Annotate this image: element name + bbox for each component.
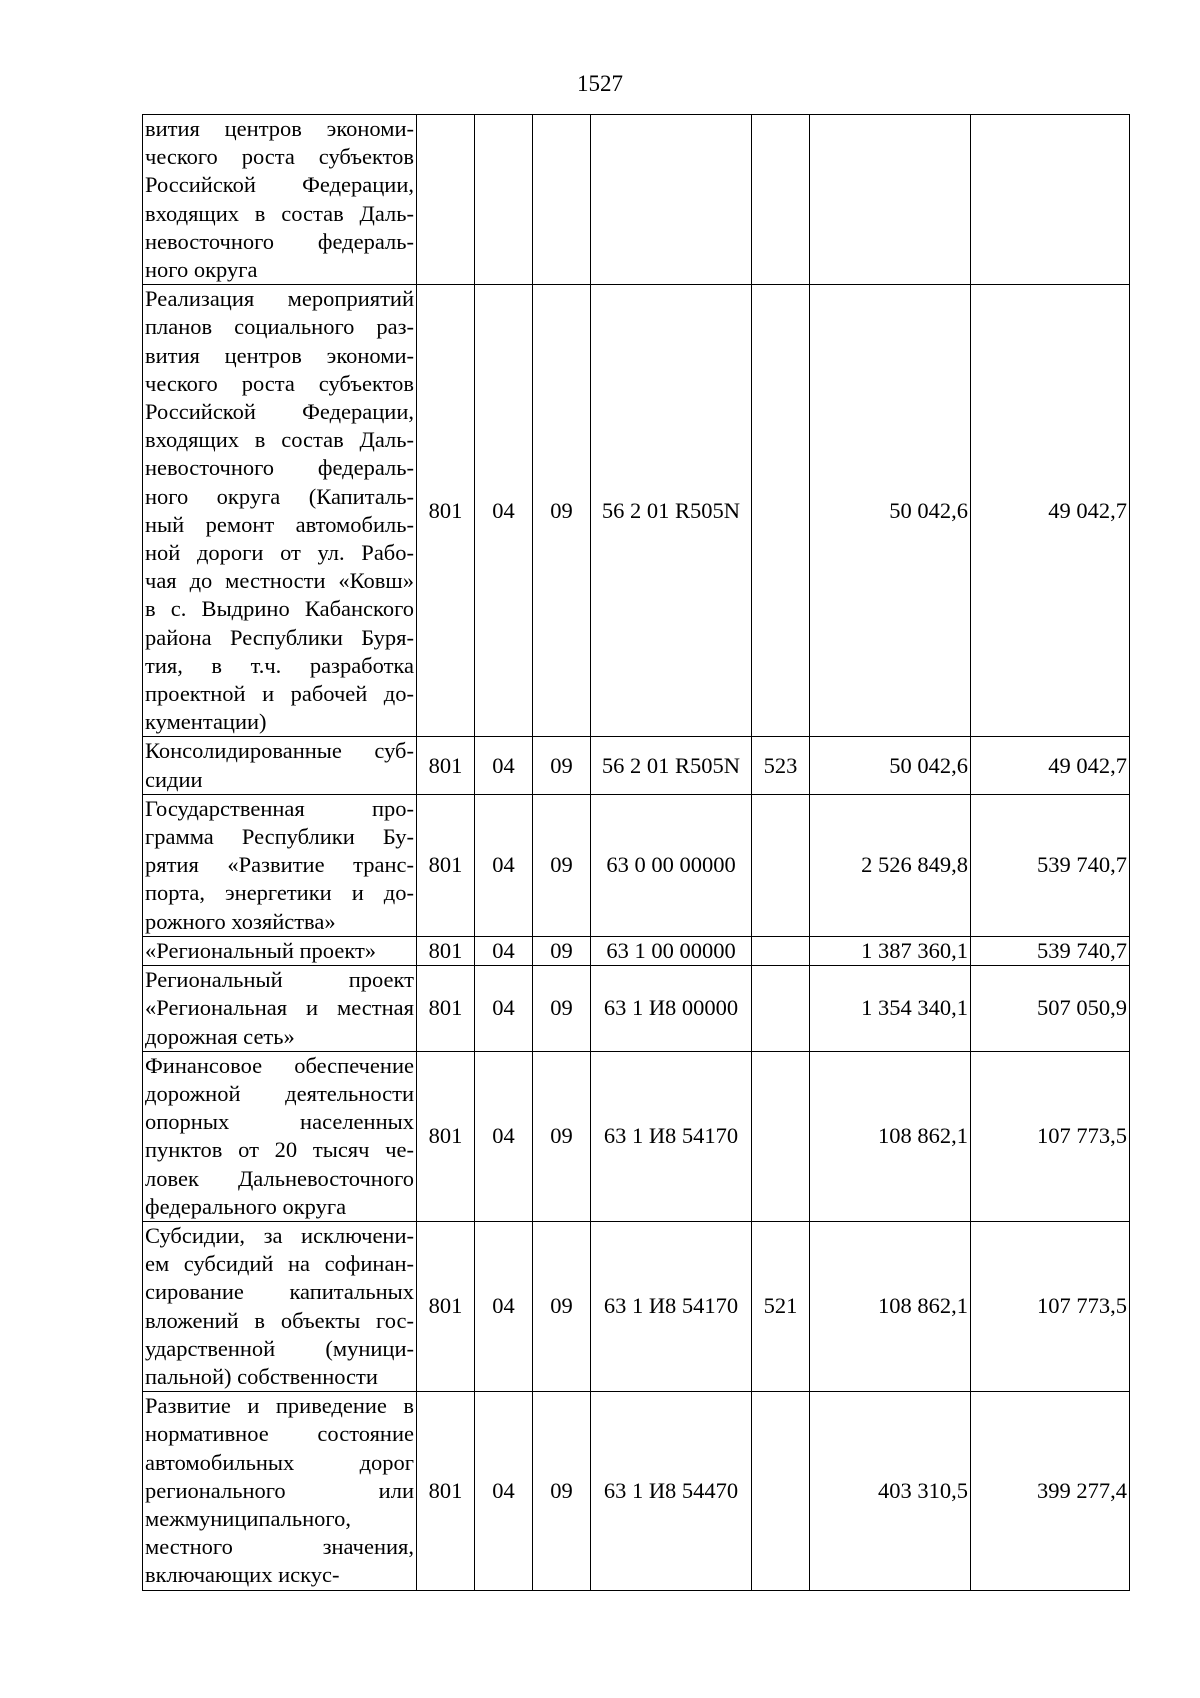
description-line: вложений в объекты гос- bbox=[145, 1307, 414, 1333]
table-row bbox=[143, 1221, 1130, 1391]
subsection-code-cell: 09 bbox=[533, 737, 591, 794]
expense-type-code-cell bbox=[752, 1392, 810, 1590]
description-line: автомобильных дорог bbox=[145, 1449, 414, 1475]
subsection-code-cell: 09 bbox=[533, 936, 591, 965]
description-line: опорных населенных bbox=[145, 1109, 414, 1135]
expense-type-code-cell: 521 bbox=[752, 1221, 810, 1391]
description-line: вития центров экономи- bbox=[145, 342, 414, 368]
description-line: дорожная сеть» bbox=[145, 1023, 295, 1049]
ministry-code-cell: 801 bbox=[417, 966, 475, 1052]
description-cell bbox=[143, 1392, 417, 1590]
section-code-cell: 04 bbox=[475, 285, 533, 737]
amount-2-cell: 399 277,4 bbox=[971, 1392, 1130, 1590]
amount-2-cell: 539 740,7 bbox=[971, 936, 1130, 965]
section-code-cell: 04 bbox=[475, 1392, 533, 1590]
amount-1-cell: 403 310,5 bbox=[810, 1392, 971, 1590]
table-row bbox=[143, 1051, 1130, 1221]
description-cell bbox=[143, 966, 417, 1052]
description-line: Региональный проект bbox=[145, 967, 414, 993]
description-line: планов социального раз- bbox=[145, 314, 414, 340]
description-line: Развитие и приведение в bbox=[145, 1393, 414, 1419]
expense-type-code-cell bbox=[752, 936, 810, 965]
subsection-code-cell bbox=[533, 115, 591, 285]
description-line: Российской Федерации, bbox=[145, 399, 414, 425]
target-item-code-cell: 63 1 И8 54170 bbox=[591, 1051, 752, 1221]
table-row bbox=[143, 115, 1130, 285]
amount-2-cell: 49 042,7 bbox=[971, 285, 1130, 737]
expense-type-code-cell: 523 bbox=[752, 737, 810, 794]
expense-type-code-cell bbox=[752, 794, 810, 936]
description-line: в с. Выдрино Кабанского bbox=[145, 596, 414, 622]
budget-table bbox=[142, 114, 1130, 1591]
description-line: Консолидированные суб- bbox=[145, 738, 414, 764]
subsection-code-cell: 09 bbox=[533, 1051, 591, 1221]
description-line: порта, энергетики и до- bbox=[145, 880, 414, 906]
section-code-cell: 04 bbox=[475, 1221, 533, 1391]
table-row bbox=[143, 794, 1130, 936]
description-cell bbox=[143, 737, 417, 794]
section-code-cell bbox=[475, 115, 533, 285]
description-line: федерального округа bbox=[145, 1193, 347, 1219]
amount-1-cell: 1 354 340,1 bbox=[810, 966, 971, 1052]
amount-2-cell: 107 773,5 bbox=[971, 1051, 1130, 1221]
description-line: регионального или bbox=[145, 1477, 414, 1503]
target-item-code-cell: 63 0 00 00000 bbox=[591, 794, 752, 936]
description-line: сирование капитальных bbox=[145, 1279, 414, 1305]
description-line: сидии bbox=[145, 766, 203, 792]
ministry-code-cell: 801 bbox=[417, 1051, 475, 1221]
subsection-code-cell: 09 bbox=[533, 794, 591, 936]
description-line: включающих искус- bbox=[145, 1562, 340, 1588]
description-line: Государственная про- bbox=[145, 795, 414, 821]
amount-2-cell: 507 050,9 bbox=[971, 966, 1130, 1052]
description-line: кументации) bbox=[145, 709, 267, 735]
description-line: «Региональная и местная bbox=[145, 995, 414, 1021]
target-item-code-cell: 56 2 01 R505N bbox=[591, 737, 752, 794]
expense-type-code-cell bbox=[752, 115, 810, 285]
description-line: грамма Республики Бу- bbox=[145, 824, 414, 850]
description-line: ного округа (Капиталь- bbox=[145, 483, 414, 509]
ministry-code-cell: 801 bbox=[417, 1221, 475, 1391]
description-cell bbox=[143, 115, 417, 285]
ministry-code-cell bbox=[417, 115, 475, 285]
table-row bbox=[143, 966, 1130, 1052]
description-line: местного значения, bbox=[145, 1534, 414, 1560]
subsection-code-cell: 09 bbox=[533, 966, 591, 1052]
description-cell bbox=[143, 794, 417, 936]
section-code-cell: 04 bbox=[475, 936, 533, 965]
description-line: ного округа bbox=[145, 257, 258, 283]
description-line: рожного хозяйства» bbox=[145, 908, 336, 934]
description-cell bbox=[143, 936, 417, 965]
section-code-cell: 04 bbox=[475, 794, 533, 936]
page-number: 1527 bbox=[577, 71, 623, 96]
description-line: Реализация мероприятий bbox=[145, 286, 414, 312]
target-item-code-cell: 63 1 И8 00000 bbox=[591, 966, 752, 1052]
target-item-code-cell: 63 1 И8 54470 bbox=[591, 1392, 752, 1590]
subsection-code-cell: 09 bbox=[533, 1392, 591, 1590]
amount-2-cell bbox=[971, 115, 1130, 285]
description-line: входящих в состав Даль- bbox=[145, 200, 414, 226]
description-line: ной дороги от ул. Рабо- bbox=[145, 540, 414, 566]
description-line: Российской Федерации, bbox=[145, 172, 414, 198]
amount-1-cell bbox=[810, 115, 971, 285]
amount-2-cell: 107 773,5 bbox=[971, 1221, 1130, 1391]
amount-1-cell: 50 042,6 bbox=[810, 285, 971, 737]
description-line: ческого роста субъектов bbox=[145, 144, 414, 170]
table-row bbox=[143, 1392, 1130, 1590]
description-line: дорожной деятельности bbox=[145, 1080, 414, 1106]
description-line: ем субсидий на софинан- bbox=[145, 1251, 414, 1277]
description-line: ный ремонт автомобиль- bbox=[145, 511, 414, 537]
description-cell bbox=[143, 1051, 417, 1221]
description-line: «Региональный проект» bbox=[145, 937, 377, 963]
target-item-code-cell: 63 1 И8 54170 bbox=[591, 1221, 752, 1391]
section-code-cell: 04 bbox=[475, 1051, 533, 1221]
amount-1-cell: 50 042,6 bbox=[810, 737, 971, 794]
section-code-cell: 04 bbox=[475, 966, 533, 1052]
target-item-code-cell: 56 2 01 R505N bbox=[591, 285, 752, 737]
description-line: невосточного федераль- bbox=[145, 455, 414, 481]
subsection-code-cell: 09 bbox=[533, 1221, 591, 1391]
amount-1-cell: 1 387 360,1 bbox=[810, 936, 971, 965]
ministry-code-cell: 801 bbox=[417, 794, 475, 936]
description-line: рятия «Развитие транс- bbox=[145, 852, 414, 878]
description-line: пунктов от 20 тысяч че- bbox=[145, 1137, 414, 1163]
description-line: вития центров экономи- bbox=[145, 116, 414, 141]
description-line: проектной и рабочей до- bbox=[145, 681, 414, 707]
target-item-code-cell bbox=[591, 115, 752, 285]
description-line: нормативное состояние bbox=[145, 1421, 414, 1447]
description-line: Финансовое обеспечение bbox=[145, 1052, 414, 1078]
amount-2-cell: 539 740,7 bbox=[971, 794, 1130, 936]
amount-1-cell: 108 862,1 bbox=[810, 1221, 971, 1391]
table-row bbox=[143, 737, 1130, 794]
description-line: невосточного федераль- bbox=[145, 228, 414, 254]
expense-type-code-cell bbox=[752, 966, 810, 1052]
expense-type-code-cell bbox=[752, 285, 810, 737]
description-line: ческого роста субъектов bbox=[145, 370, 414, 396]
ministry-code-cell: 801 bbox=[417, 285, 475, 737]
description-line: ударственной (муници- bbox=[145, 1335, 414, 1361]
description-line: межмуниципального, bbox=[145, 1505, 351, 1531]
ministry-code-cell: 801 bbox=[417, 1392, 475, 1590]
ministry-code-cell: 801 bbox=[417, 936, 475, 965]
description-line: чая до местности «Ковш» bbox=[145, 568, 414, 594]
description-line: пальной) собственности bbox=[145, 1363, 378, 1389]
description-cell bbox=[143, 1221, 417, 1391]
description-line: района Республики Буря- bbox=[145, 624, 414, 650]
expense-type-code-cell bbox=[752, 1051, 810, 1221]
description-cell bbox=[143, 285, 417, 737]
description-line: Субсидии, за исключени- bbox=[145, 1222, 414, 1248]
description-line: тия, в т.ч. разработка bbox=[145, 652, 414, 678]
amount-2-cell: 49 042,7 bbox=[971, 737, 1130, 794]
table-row bbox=[143, 936, 1130, 965]
description-line: входящих в состав Даль- bbox=[145, 427, 414, 453]
section-code-cell: 04 bbox=[475, 737, 533, 794]
ministry-code-cell: 801 bbox=[417, 737, 475, 794]
table-row bbox=[143, 285, 1130, 737]
amount-1-cell: 108 862,1 bbox=[810, 1051, 971, 1221]
amount-1-cell: 2 526 849,8 bbox=[810, 794, 971, 936]
target-item-code-cell: 63 1 00 00000 bbox=[591, 936, 752, 965]
description-line: ловек Дальневосточного bbox=[145, 1165, 414, 1191]
subsection-code-cell: 09 bbox=[533, 285, 591, 737]
